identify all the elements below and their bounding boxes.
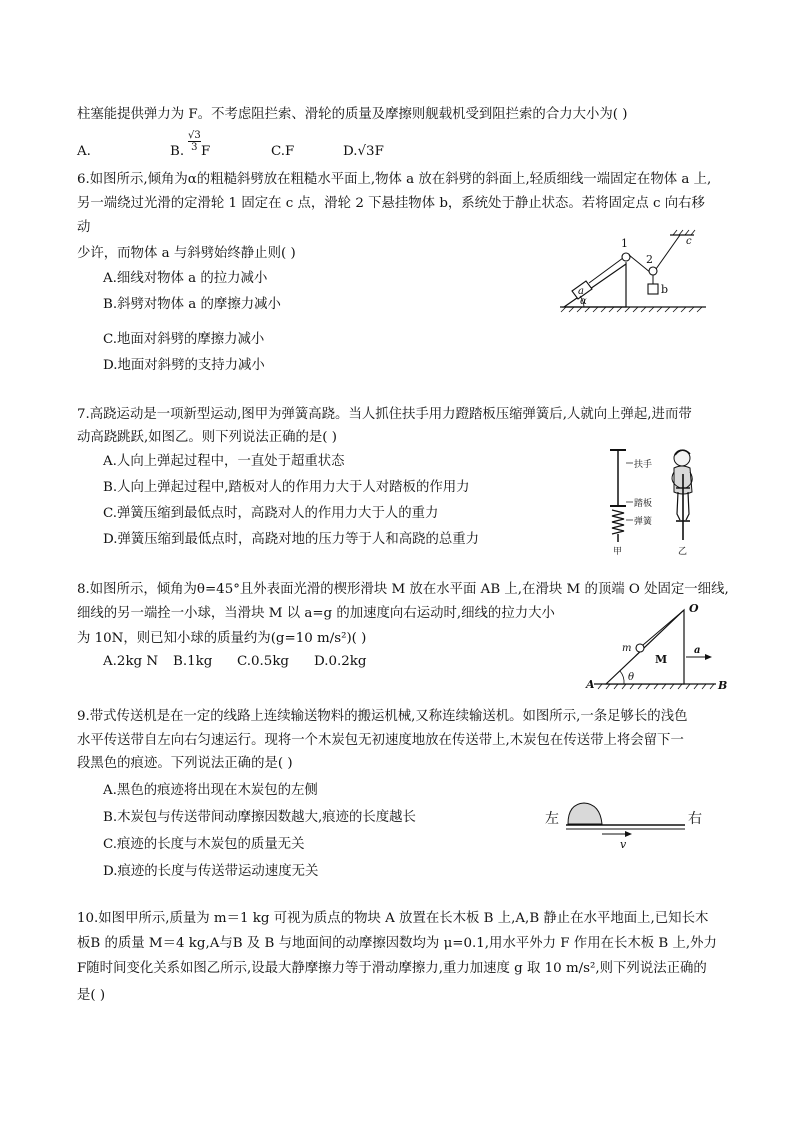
q5-option-b-numerator: √3 xyxy=(188,130,201,141)
q6-option-a: A.细线对物体 a 的拉力减小 xyxy=(103,271,268,286)
q9-option-c: C.痕迹的长度与木炭包的质量无关 xyxy=(103,837,305,852)
q5-option-b-denominator: 3 xyxy=(188,141,201,153)
q8-label-theta: θ xyxy=(628,672,635,683)
q8-label-O: O xyxy=(689,602,699,615)
q6-stem-line-4: 少许，而物体 a 与斜劈始终静止则( ) xyxy=(77,246,296,261)
q5-option-c: C.F xyxy=(271,144,295,159)
q6-label-alpha: α xyxy=(580,296,587,307)
q5-option-d-prefix: D. xyxy=(343,144,358,159)
q6-label-c: c xyxy=(686,236,692,247)
q6-option-d: D.地面对斜劈的支持力减小 xyxy=(103,358,265,373)
q5-option-d xyxy=(343,144,384,159)
q6-option-b: B.斜劈对物体 a 的摩擦力减小 xyxy=(103,297,281,312)
q8-option-d: D.0.2kg xyxy=(314,654,367,669)
q5-option-b-unit: F xyxy=(201,144,211,159)
q7-figure xyxy=(600,444,710,556)
q10-stem-line-2: 板B 的质量 M＝4 kg,A与B 及 B 与地面间的动摩擦因数均为 μ=0.1,用水平外力 F 作用在长木板 B 上,外力 xyxy=(77,936,717,951)
q9-option-a: A.黑色的痕迹将出现在木炭包的左侧 xyxy=(103,783,318,798)
q6-figure xyxy=(560,228,710,310)
q8-figure xyxy=(588,600,734,692)
q5-option-d-unit: F xyxy=(374,144,384,159)
q7-option-a: A.人向上弹起过程中，一直处于超重状态 xyxy=(103,454,345,469)
q6-option-c: C.地面对斜劈的摩擦力减小 xyxy=(103,332,265,347)
q6-label-a: a xyxy=(578,286,584,297)
q9-option-b: B.木炭包与传送带间动摩擦因数越大,痕迹的长度越长 xyxy=(103,810,416,825)
q9-label-v: v xyxy=(620,838,627,851)
q9-stem-line-1: 9.带式传送机是在一定的线路上连续输送物料的搬运机械,又称连续输送机。如图所示,一条足够长的浅色 xyxy=(77,709,688,724)
q8-label-A: A xyxy=(586,678,595,691)
q7-label-spring: 弹簧 xyxy=(634,517,653,527)
q6-stem-line-3: 动 xyxy=(77,220,91,235)
q7-option-d: D.弹簧压缩到最低点时，高跷对地的压力等于人和高跷的总重力 xyxy=(103,532,480,547)
q7-label-yi: 乙 xyxy=(678,547,688,557)
q8-label-M: M xyxy=(655,653,668,666)
q7-option-b: B.人向上弹起过程中,踏板对人的作用力大于人对踏板的作用力 xyxy=(103,480,470,495)
q7-label-jia: 甲 xyxy=(613,547,623,557)
q9-option-d: D.痕迹的长度与传送带运动速度无关 xyxy=(103,864,319,879)
q9-stem-line-3: 段黑色的痕迹。下列说法正确的是( ) xyxy=(77,756,293,771)
q9-stem-line-2: 水平传送带自左向右匀速运行。现将一个木炭包无初速度地放在传送带上,木炭包在传送带上将会留下一 xyxy=(77,733,684,748)
q7-stem-line-2: 动高跷跳跃,如图乙。则下列说法正确的是( ) xyxy=(77,430,337,445)
q9-label-right: 右 xyxy=(688,811,702,827)
q7-option-c: C.弹簧压缩到最低点时，高跷对人的作用力大于人的重力 xyxy=(103,506,439,521)
q6-label-1: 1 xyxy=(621,237,628,250)
q5-option-d-root: √3 xyxy=(357,144,375,159)
q8-stem-line-1: 8.如图所示，倾角为θ=45°且外表面光滑的楔形滑块 M 放在水平面 AB 上,在滑块 M 的顶端 O 处固定一细线, xyxy=(77,582,729,597)
q9-label-left: 左 xyxy=(545,811,559,827)
q8-stem-line-2: 细线的另一端拴一小球，当滑块 M 以 a=g 的加速度向右运动时,细线的拉力大小 xyxy=(77,606,555,621)
q9-figure xyxy=(542,798,712,850)
q5-option-b-prefix: B. xyxy=(170,144,185,159)
q8-stem-line-3: 为 10N，则已知小球的质量约为(g=10 m/s²)( ) xyxy=(77,631,367,646)
q7-label-handle: 扶手 xyxy=(634,460,653,470)
q10-stem-line-4: 是( ) xyxy=(77,988,106,1003)
q5-tail-line: 柱塞能提供弹力为 F。不考虑阻拦索、滑轮的质量及摩擦则舰载机受到阻拦索的合力大小为( ) xyxy=(77,107,628,122)
q5-option-b-fraction xyxy=(188,130,201,153)
q10-stem-line-1: 10.如图甲所示,质量为 m＝1 kg 可视为质点的物块 A 放置在长木板 B 上,A,B 静止在水平地面上,已知长木 xyxy=(77,911,709,926)
q6-label-b: b xyxy=(661,283,669,296)
q8-option-b: B.1kg xyxy=(173,654,213,669)
q6-stem-line-1: 6.如图所示,倾角为α的粗糙斜劈放在粗糙水平面上,物体 a 放在斜劈的斜面上,轻质细线一端固定在物体 a 上, xyxy=(77,172,712,187)
q7-label-pedal: 踏板 xyxy=(634,499,653,509)
q8-label-a: a xyxy=(694,645,701,656)
q6-stem-line-2: 另一端绕过光滑的定滑轮 1 固定在 c 点，滑轮 2 下悬挂物体 b，系统处于静止状态。若将固定点 c 向右移 xyxy=(77,196,705,211)
q6-label-2: 2 xyxy=(646,253,653,266)
q8-option-c: C.0.5kg xyxy=(237,654,290,669)
q10-stem-line-3: F随时间变化关系如图乙所示,设最大静摩擦力等于滑动摩擦力,重力加速度 g 取 10 m/s²,则下列说法正确的 xyxy=(77,961,707,976)
q7-stem-line-1: 7.高跷运动是一项新型运动,图甲为弹簧高跷。当人抓住扶手用力蹬踏板压缩弹簧后,人就向上弹起,进而带 xyxy=(77,407,692,422)
q8-label-B: B xyxy=(718,679,728,692)
q8-label-m: m xyxy=(622,643,632,654)
q5-option-b xyxy=(170,144,184,159)
q5-option-a: A. xyxy=(77,144,91,159)
q8-option-a: A.2kg N xyxy=(103,654,159,669)
